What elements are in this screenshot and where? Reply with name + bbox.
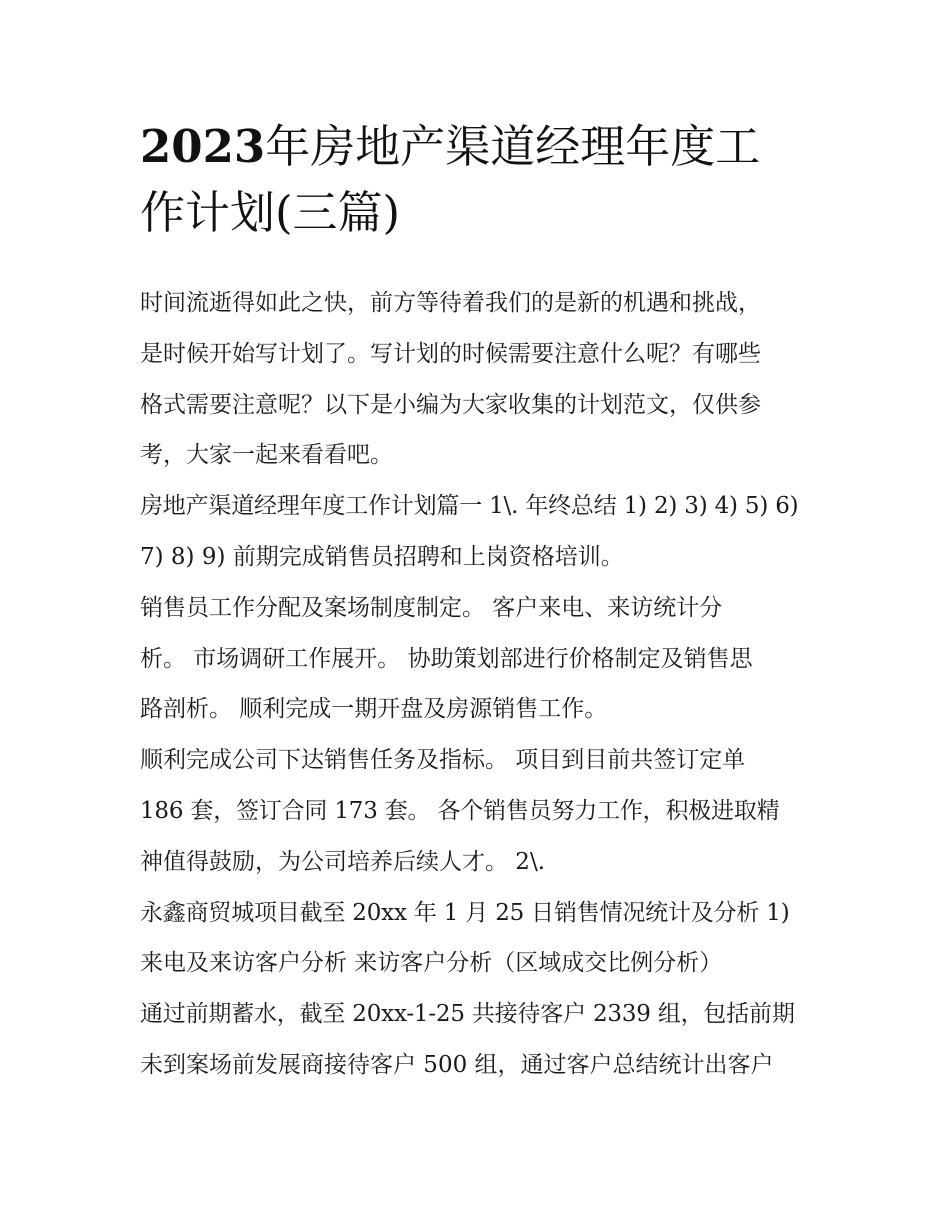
body-line: 时间流逝得如此之快，前方等待着我们的是新的机遇和挑战， xyxy=(140,290,761,316)
body-line: 永鑫商贸城项目截至 20xx 年 1 月 25 日销售情况统计及分析 1) xyxy=(140,899,790,926)
body-line: 考，大家一起来看看吧。 xyxy=(140,442,393,469)
body-line: 7) 8) 9) 前期完成销售员招聘和上岗资格培训。 xyxy=(140,543,624,570)
title-year: 2023 xyxy=(140,120,266,173)
body-line: 销售员工作分配及案场制度制定。 客户来电、来访统计分 xyxy=(140,594,723,621)
body-line: 未到案场前发展商接待客户 500 组，通过客户总结统计出客户 xyxy=(140,1051,774,1078)
body-line: 186 套，签订合同 173 套。 各个销售员努力工作，积极进取精 xyxy=(140,797,780,824)
document-title xyxy=(140,114,830,246)
body-line: 析。 市场调研工作展开。 协助策划部进行价格制定及销售思 xyxy=(140,645,753,672)
body-line: 顺利完成公司下达销售任务及指标。 项目到目前共签订定单 xyxy=(140,747,746,774)
title-line2-text: 作计划(三篇) xyxy=(140,186,401,239)
body-line: 神值得鼓励，为公司培养后续人才。 2\. xyxy=(140,848,546,875)
body-line: 来电及来访客户分析 来访客户分析（区域成交比例分析） xyxy=(140,950,723,977)
document-body xyxy=(140,278,830,1091)
body-line: 路剖析。 顺利完成一期开盘及房源销售工作。 xyxy=(140,696,608,723)
body-line: 通过前期蓄水，截至 20xx-1-25 共接待客户 2339 组，包括前期 xyxy=(140,1001,795,1028)
body-line: 格式需要注意呢？以下是小编为大家收集的计划范文，仅供参 xyxy=(140,391,761,418)
body-line: 是时候开始写计划了。写计划的时候需要注意什么呢？有哪些 xyxy=(140,340,761,367)
title-line1-text: 年房地产渠道经理年度工 xyxy=(265,120,761,173)
body-line: 房地产渠道经理年度工作计划篇一 1\. 年终总结 1) 2) 3) 4) 5) 6) xyxy=(140,493,799,520)
